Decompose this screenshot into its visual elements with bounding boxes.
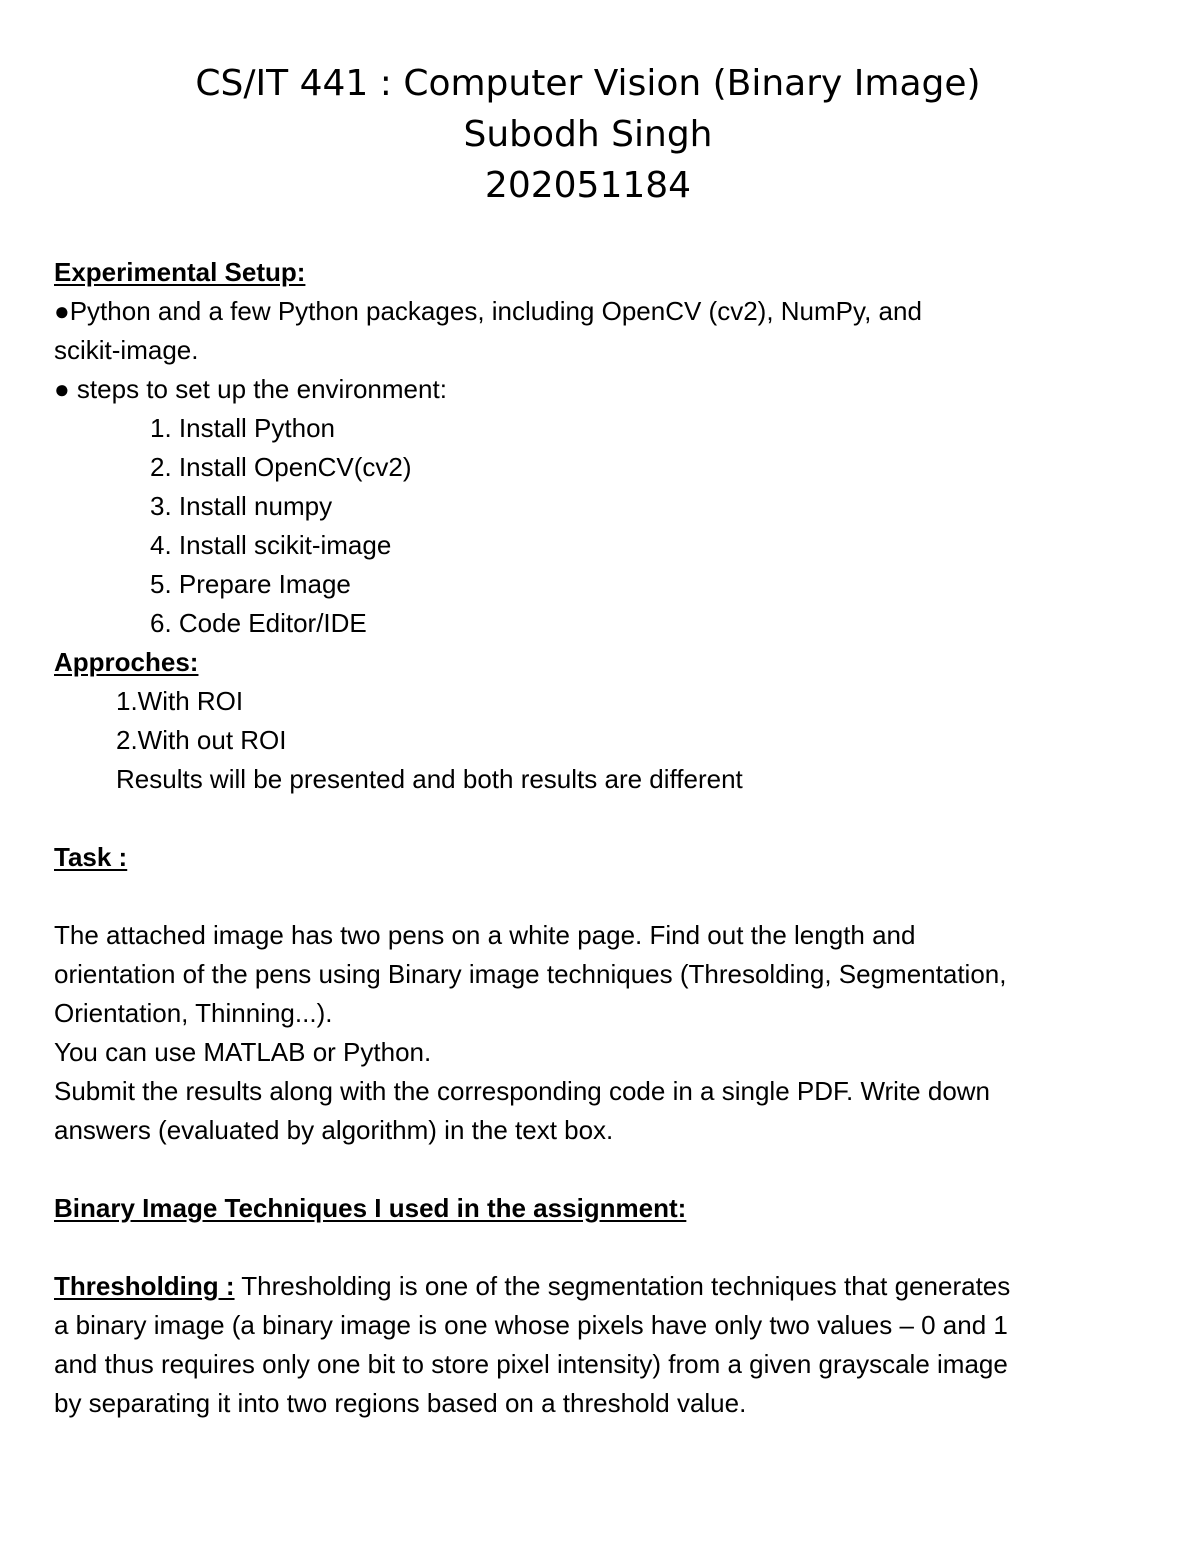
thresholding-heading: Thresholding : <box>54 1271 235 1301</box>
list-item: 6. Code Editor/IDE <box>150 608 367 638</box>
author-name: Subodh Singh <box>463 114 713 155</box>
list-item: 1.With ROI <box>116 686 244 716</box>
setup-bullet-packages-line2: scikit-image. <box>54 335 199 365</box>
thresholding-text: Thresholding is one of the segmentation techniques that generates <box>234 1271 1011 1301</box>
course-title: CS/IT 441 : Computer Vision (Binary Image) <box>195 63 981 104</box>
setup-bullet-packages-line1: ●Python and a few Python packages, including OpenCV (cv2), NumPy, and <box>54 296 922 326</box>
thresholding-line: by separating it into two regions based on a threshold value. <box>54 1388 747 1418</box>
list-item: 2. Install OpenCV(cv2) <box>150 452 412 482</box>
setup-heading: Experimental Setup: <box>54 257 306 287</box>
list-item: 1. Install Python <box>150 413 335 443</box>
list-item: 2.With out ROI <box>116 725 287 755</box>
task-heading: Task : <box>54 842 128 872</box>
list-item: 4. Install scikit-image <box>150 530 392 560</box>
approaches-note: Results will be presented and both results are different <box>116 764 743 794</box>
task-line: Orientation, Thinning...). <box>54 998 333 1028</box>
approaches-list <box>54 682 1164 799</box>
setup-steps-list <box>54 409 1164 643</box>
task-line: The attached image has two pens on a white page. Find out the length and <box>54 920 916 950</box>
task-line: orientation of the pens using Binary image techniques (Thresolding, Segmentation, <box>54 959 1007 989</box>
approaches-heading: Approches: <box>54 647 199 677</box>
task-line: answers (evaluated by algorithm) in the text box. <box>54 1115 614 1145</box>
task-line: Submit the results along with the corresponding code in a single PDF. Write down <box>54 1076 991 1106</box>
thresholding-line: a binary image (a binary image is one whose pixels have only two values – 0 and 1 <box>54 1310 1008 1340</box>
task-line: You can use MATLAB or Python. <box>54 1037 432 1067</box>
document-body <box>54 253 1164 1423</box>
techniques-heading: Binary Image Techniques I used in the assignment: <box>54 1193 687 1223</box>
list-item: 3. Install numpy <box>150 491 333 521</box>
title-block <box>0 58 1176 211</box>
thresholding-line: and thus requires only one bit to store pixel intensity) from a given grayscale image <box>54 1349 1008 1379</box>
list-item: 5. Prepare Image <box>150 569 351 599</box>
setup-bullet-steps: ● steps to set up the environment: <box>54 374 447 404</box>
thresholding-paragraph-line1 <box>54 1267 1164 1306</box>
student-id: 202051184 <box>484 165 692 206</box>
